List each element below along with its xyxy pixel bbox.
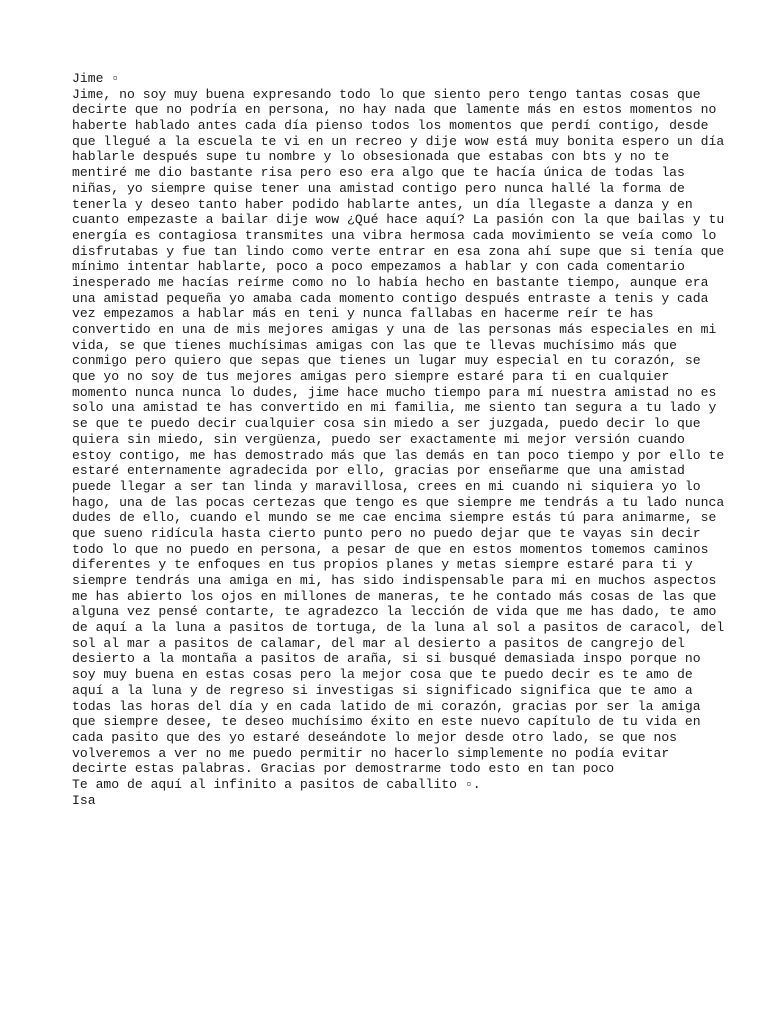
- letter-body-line: de aquí a la luna a pasitos de tortuga, de la luna al sol a pasitos de caracol, del: [72, 620, 725, 636]
- letter-body-line: desierto a la montaña a pasitos de araña, si si busqué demasiada inspo porque no: [72, 651, 701, 667]
- letter-body: [72, 86, 725, 777]
- letter-body-line: que llegué a la escuela te vi en un recreo y dije wow está muy bonita espero un día: [72, 133, 725, 149]
- letter-body-line: inesperado me hacías reírme como no lo había hecho en bastante tiempo, aunque era: [72, 274, 709, 290]
- letter-body-line: que siempre desee, te deseo muchísimo éxito en este nuevo capítulo de tu vida en: [72, 714, 701, 730]
- letter-body-line: soy muy buena en estas cosas pero la mejor cosa que te puedo decir es te amo de: [72, 667, 693, 683]
- letter-body-line: niñas, yo siempre quise tener una amistad contigo pero nunca hallé la forma de: [72, 180, 685, 196]
- letter-body-line: solo una amistad te has convertido en mi familia, me siento tan segura a tu lado y: [72, 400, 717, 416]
- letter-body-line: mentiré me dio bastante risa pero eso era algo que te hacía única de todas las: [72, 165, 685, 181]
- letter-body-line: disfrutabas y fue tan lindo como verte entrar en esa zona ahí supe que si tenía que: [72, 243, 725, 259]
- letter-body-line: momento nunca nunca lo dudes, jime hace mucho tiempo para mí nuestra amistad no es: [72, 384, 717, 400]
- letter-body-line: estoy contigo, me has demostrado más que las demás en tan poco tiempo y por ello te: [72, 447, 725, 463]
- letter-body-line: que sueno ridícula hasta cierto punto pero no puedo dejar que te vayas sin decir: [72, 525, 701, 541]
- letter-body-line: hablarle después supe tu nombre y lo obsesionada que estabas con bts y no te: [72, 149, 670, 165]
- letter-body-line: mínimo intentar hablarte, poco a poco empezamos a hablar y con cada comentario: [72, 259, 685, 275]
- letter-body-line: decirte estas palabras. Gracias por demostrarme todo esto en tan poco: [72, 761, 615, 777]
- letter-body-line: sol al mar a pasitos de calamar, del mar al desierto a pasitos de cangrejo del: [72, 635, 685, 651]
- letter-body-line: dudes de ello, cuando el mundo se me cae encima siempre estás tú para animarme, se: [72, 510, 717, 526]
- letter-body-line: aquí a la luna y de regreso si investigas si significado significa que te amo a: [72, 682, 693, 698]
- letter-body-line: haberte hablado antes cada día pienso todos los momentos que perdí contigo, desde: [72, 118, 709, 134]
- letter-body-line: conmigo pero quiero que sepas que tienes un lugar muy especial en tu corazón, se: [72, 353, 701, 369]
- letter-body-line: vida, se que tienes muchísimas amigas con las que te llevas muchísimo más que: [72, 337, 678, 353]
- letter-body-line: que yo no soy de tus mejores amigas pero siempre estaré para ti en cualquier: [72, 369, 670, 385]
- letter-body-line: todo lo que no puedo en persona, a pesar de que en estos momentos tomemos caminos: [72, 541, 709, 557]
- letter-body-line: energía es contagiosa transmites una vibra hermosa cada movimiento se veía como lo: [72, 227, 717, 243]
- letter-body-line: Jime, no soy muy buena expresando todo lo que siento pero tengo tantas cosas que: [72, 86, 701, 102]
- letter-body-line: convertido en una de mis mejores amigas y una de las personas más especiales en mi: [72, 322, 717, 337]
- letter-body-line: puede llegar a ser tan linda y maravillosa, crees en mi cuando ni siquiera yo lo: [72, 478, 701, 494]
- letter-closing: Te amo de aquí al infinito a pasitos de caballito ▫.: [72, 776, 481, 792]
- letter-body-line: alguna vez pensé contarte, te agradezco la lección de vida que me has dado, te amo: [72, 604, 717, 620]
- letter-body-line: siempre tendrás una amiga en mi, has sido indispensable para mi en muchos aspectos: [72, 573, 717, 588]
- letter-body-line: todas las horas del día y en cada latido de mi corazón, gracias por ser la amiga: [72, 698, 701, 714]
- letter-body-line: tenerla y deseo tanto haber podido hablarte antes, un día llegaste a danza y en: [72, 196, 693, 212]
- letter-body-line: cada pasito que des yo estaré deseándote lo mejor desde otro lado, se que nos: [72, 729, 678, 745]
- letter-body-line: se que te puedo decir cualquier cosa sin miedo a ser juzgada, puedo decir lo que: [72, 416, 701, 432]
- letter-body-line: volveremos a ver no me puedo permitir no hacerlo simplemente no podía evitar: [72, 745, 670, 761]
- letter-body-line: una amistad pequeña yo amaba cada momento contigo después entraste a tenis y cada: [72, 290, 709, 306]
- letter-body-line: estaré enternamente agradecida por ello, gracias por enseñarme que una amistad: [72, 463, 685, 479]
- letter-body-line: quiera sin miedo, sin vergüenza, puedo ser exactamente mi mejor versión cuando: [72, 431, 685, 447]
- letter-page: [72, 71, 725, 808]
- letter-body-line: diferentes y te enfoques en tus propios planes y metas siempre estaré para ti y: [72, 557, 693, 573]
- letter-signature: Isa: [72, 792, 96, 808]
- letter-body-line: cuanto empezaste a bailar dije wow ¿Qué hace aquí? La pasión con la que bailas y tu: [72, 212, 725, 228]
- letter-greeting: Jime ▫: [72, 71, 120, 86]
- letter-body-line: hago, una de las pocas certezas que tengo es que siempre me tendrás a tu lado nunca: [72, 494, 725, 510]
- letter-body-line: decirte que no podría en persona, no hay nada que lamente más en estos momentos no: [72, 102, 717, 118]
- letter-body-line: vez empezamos a hablar más en teni y nunca fallabas en hacerme reír te has: [72, 306, 654, 322]
- letter-body-line: me has abierto los ojos en millones de maneras, te he contado más cosas de las que: [72, 588, 717, 604]
